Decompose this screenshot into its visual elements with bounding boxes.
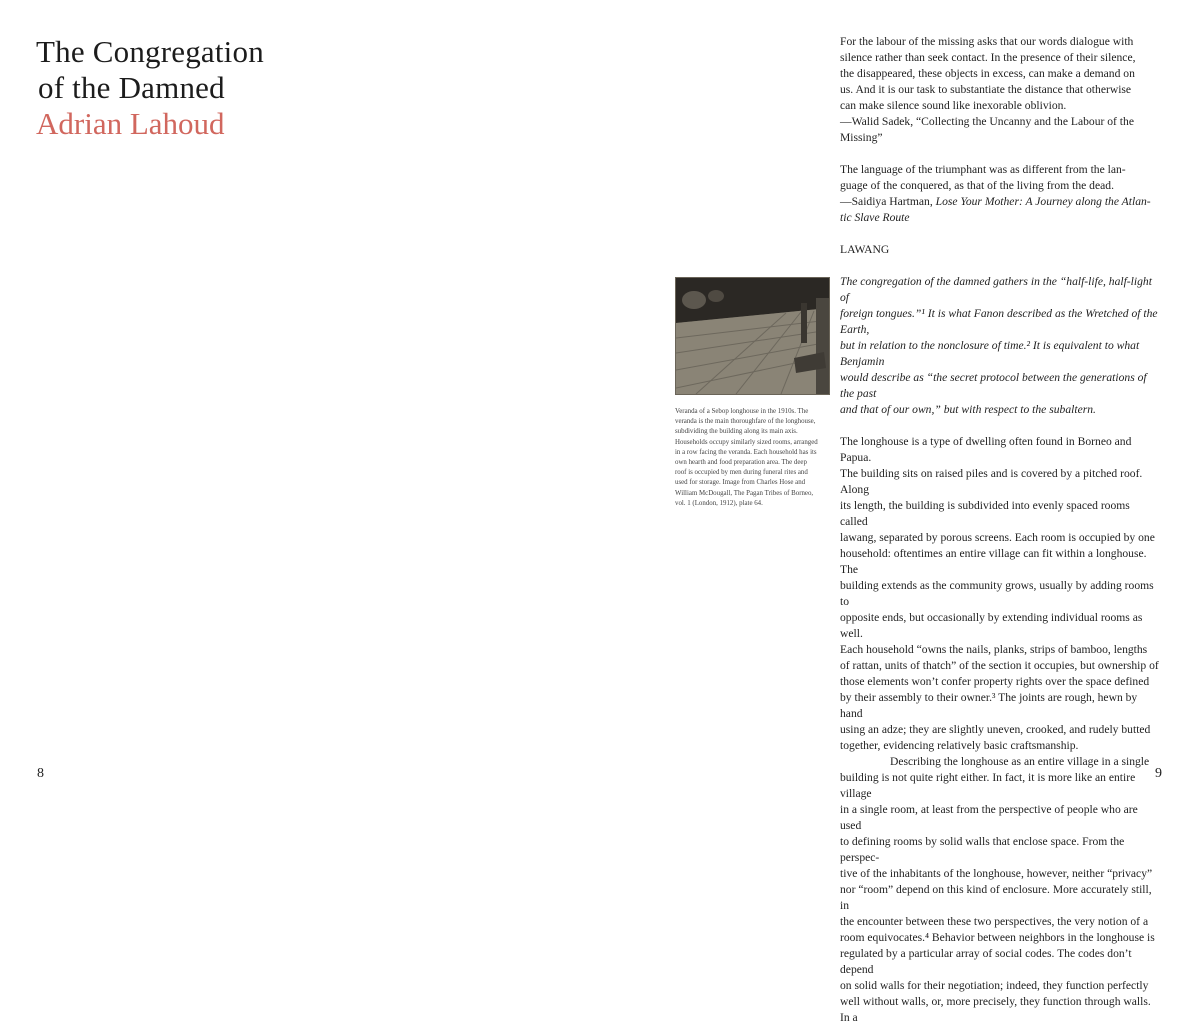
- caption-line: in a row facing the veranda. Each household has its: [675, 448, 817, 456]
- epigraph-line: silence rather than seek contact. In the presence of their silence,: [840, 51, 1136, 64]
- body-line: The building sits on raised piles and is covered by a pitched roof. Along: [840, 467, 1143, 496]
- main-text-column: [840, 34, 1160, 1026]
- left-page: [0, 0, 600, 800]
- body-line: opposite ends, but occasionally by extending individual rooms as well.: [840, 611, 1143, 640]
- caption-line: William McDougall, The Pagan Tribes of Borneo,: [675, 489, 814, 497]
- epigraph-hartman: [840, 162, 1160, 226]
- epigraph-line: the disappeared, these objects in excess, can make a demand on: [840, 67, 1135, 80]
- epigraph-line: can make silence sound like inexorable oblivion.: [840, 99, 1067, 112]
- page-number-right: 9: [1155, 766, 1162, 781]
- figure-caption: [675, 407, 830, 509]
- epigraph-attribution: [840, 194, 1160, 210]
- body-line: to defining rooms by solid walls that enclose space. From the perspec-: [840, 835, 1125, 864]
- body-line: The longhouse is a type of dwelling often found in Borneo and Papua.: [840, 435, 1132, 464]
- intro-line: and that of our own,” but with respect to the subaltern.: [840, 403, 1096, 416]
- body-line: in a single room, at least from the perspective of people who are used: [840, 803, 1138, 832]
- epigraph-sadek: [840, 34, 1160, 146]
- chapter-title-block: [36, 34, 264, 142]
- epigraph-attribution: —Walid Sadek, “Collecting the Uncanny and the Labour of the: [840, 115, 1134, 128]
- epigraph-line: The language of the triumphant was as different from the lan-: [840, 163, 1126, 176]
- caption-line: used for storage. Image from Charles Hose and: [675, 479, 806, 487]
- body-paragraph-2: [840, 754, 1160, 1026]
- intro-line: but in relation to the nonclosure of time.² It is equivalent to what Benjamin: [840, 339, 1140, 368]
- body-line: nor “room” depend on this kind of enclosure. More accurately still, in: [840, 883, 1152, 912]
- attribution-author: —Saidiya Hartman,: [840, 195, 936, 208]
- body-line: its length, the building is subdivided into evenly spaced rooms called: [840, 499, 1130, 528]
- caption-line: veranda is the main thoroughfare of the longhouse,: [675, 418, 816, 426]
- epigraph-attribution: Missing”: [840, 131, 883, 144]
- right-page: [600, 0, 1200, 1024]
- section-heading: LAWANG: [840, 243, 890, 256]
- body-line: building is not quite right either. In fact, it is more like an entire village: [840, 771, 1136, 800]
- body-line: together, evidencing relatively basic craftsmanship.: [840, 739, 1079, 752]
- attribution-book-title: Lose Your Mother: A Journey along the Atlan-: [935, 195, 1151, 208]
- longhouse-photo: [675, 277, 830, 395]
- attribution-book-title: tic Slave Route: [840, 211, 910, 224]
- caption-line: Households occupy similarly sized rooms, arranged: [675, 438, 818, 446]
- body-line: of rattan, units of thatch” of the section it occupies, but ownership of: [840, 659, 1159, 672]
- epigraph-line: guage of the conquered, as that of the living from the dead.: [840, 179, 1114, 192]
- caption-line: vol. 1 (London, 1912), plate 64.: [675, 499, 763, 507]
- body-line: those elements won’t confer property rights over the space defined: [840, 675, 1150, 688]
- intro-italic-paragraph: [840, 274, 1160, 418]
- body-line: regulated by a particular array of social codes. The codes don’t depend: [840, 947, 1132, 976]
- body-line: Describing the longhouse as an entire village in a single: [890, 755, 1150, 768]
- body-line: Each household “owns the nails, planks, strips of bamboo, lengths: [840, 643, 1148, 656]
- caption-line: Veranda of a Sebop longhouse in the 1910s. The: [675, 408, 809, 415]
- page-number-left: 8: [37, 766, 44, 781]
- body-line: household: oftentimes an entire village can fit within a longhouse. The: [840, 547, 1147, 576]
- intro-line: The congregation of the damned gathers in the “half-life, half-light of: [840, 275, 1152, 304]
- epigraph-line: For the labour of the missing asks that our words dialogue with: [840, 35, 1134, 48]
- body-line: the encounter between these two perspectives, the very notion of a: [840, 915, 1149, 928]
- body-line: room equivocates.⁴ Behavior between neighbors in the longhouse is: [840, 931, 1155, 944]
- body-paragraph-1: [840, 434, 1160, 754]
- intro-line: would describe as “the secret protocol between the generations of the past: [840, 371, 1147, 400]
- body-line: by their assembly to their owner.³ The joints are rough, hewn by hand: [840, 691, 1138, 720]
- body-line: on solid walls for their negotiation; indeed, they function perfectly: [840, 979, 1149, 992]
- author-name: Adrian Lahoud: [36, 106, 225, 141]
- intro-line: foreign tongues.”¹ It is what Fanon described as the Wretched of the Earth,: [840, 307, 1158, 336]
- chapter-title-line-2: of the Damned: [38, 70, 225, 105]
- body-line: using an adze; they are slightly uneven, crooked, and rudely butted: [840, 723, 1151, 736]
- body-line: lawang, separated by porous screens. Each room is occupied by one: [840, 531, 1155, 544]
- body-line: tive of the inhabitants of the longhouse, however, neither “privacy”: [840, 867, 1153, 880]
- figure-longhouse-veranda: [675, 277, 830, 509]
- caption-line: own hearth and food preparation area. The deep: [675, 459, 807, 467]
- body-line: building extends as the community grows, usually by adding rooms to: [840, 579, 1154, 608]
- body-line: well without walls, or, more precisely, they function through walls. In a: [840, 995, 1151, 1024]
- epigraph-line: us. And it is our task to substantiate the distance that otherwise: [840, 83, 1132, 96]
- longhouse-photo-illustration: [676, 278, 829, 394]
- caption-line: subdividing the building along its main axis.: [675, 428, 798, 436]
- chapter-title-line-1: The Congregation: [36, 34, 264, 69]
- caption-line: roof is occupied by men during funeral rites and: [675, 469, 808, 477]
